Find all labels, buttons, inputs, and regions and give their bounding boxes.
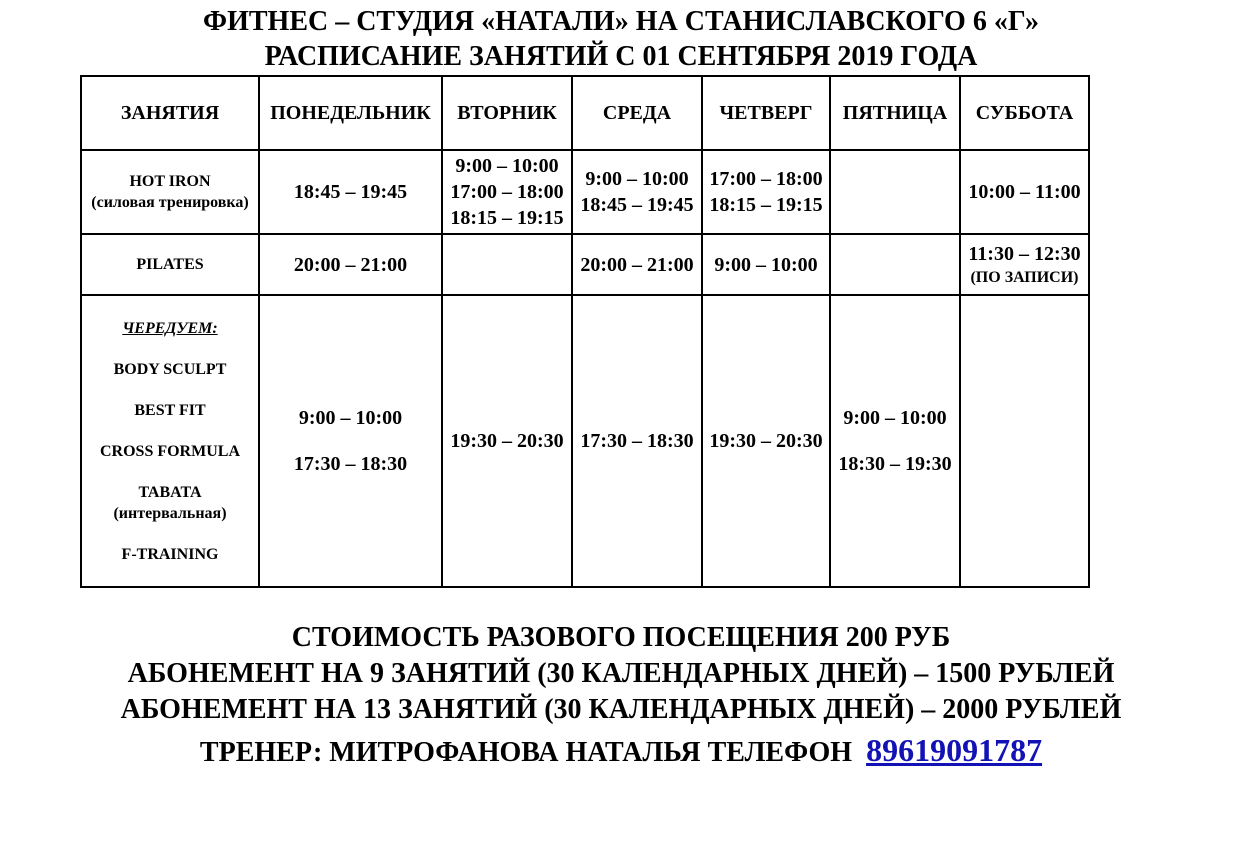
alternating-wednesday [572, 295, 702, 587]
table-header-row [81, 76, 1089, 150]
time-slot: 17:00 – 18:00 [450, 181, 564, 203]
alternating-thursday [702, 295, 830, 587]
pilates-tuesday [442, 234, 572, 295]
time-slot: 20:00 – 21:00 [580, 253, 694, 276]
pilates-monday [259, 234, 442, 295]
time-slot: 9:00 – 10:00 [585, 168, 689, 190]
class-body-sculpt: BODY SCULPT [113, 360, 227, 378]
pilates-saturday [960, 234, 1089, 295]
hot-iron-wednesday [572, 150, 702, 234]
time-slot: 17:00 – 18:00 [709, 168, 823, 190]
header-saturday: СУББОТА [960, 76, 1089, 150]
time-slot: 9:00 – 10:00 [714, 253, 818, 276]
time-slot: 9:00 – 10:00 [298, 407, 403, 429]
trainer-label: ТРЕНЕР: МИТРОФАНОВА НАТАЛЬЯ ТЕЛЕФОН [199, 737, 853, 768]
class-tabata-note: (интервальная) [113, 504, 227, 522]
header-thursday: ЧЕТВЕРГ [702, 76, 830, 150]
pilates-friday [830, 234, 960, 295]
pass-13-price: АБОНЕМЕНТ НА 13 ЗАНЯТИЙ (30 КАЛЕНДАРНЫХ ДНЕЙ) – 2000 РУБЛЕЙ [120, 694, 1122, 725]
phone-link[interactable]: 89619091787 [866, 732, 1043, 768]
time-slot: 18:45 – 19:45 [580, 194, 694, 216]
hot-iron-tuesday [442, 150, 572, 234]
page-subtitle: РАСПИСАНИЕ ЗАНЯТИЙ С 01 СЕНТЯБРЯ 2019 ГОДА [264, 41, 978, 72]
alternating-title: ЧЕРЕДУЕМ: [122, 319, 218, 337]
hot-iron-friday [830, 150, 960, 234]
time-slot: 17:30 – 18:30 [580, 430, 694, 452]
header-wednesday: СРЕДА [572, 76, 702, 150]
class-tabata: TABATA [138, 483, 202, 501]
class-pilates [81, 234, 259, 295]
time-slot: 10:00 – 11:00 [968, 181, 1081, 203]
single-visit-price: СТОИМОСТЬ РАЗОВОГО ПОСЕЩЕНИЯ 200 РУБ [291, 622, 951, 653]
time-slot: 11:30 – 12:30 [968, 243, 1081, 265]
table-row [81, 234, 1089, 295]
class-name: HOT IRON [129, 173, 211, 190]
hot-iron-thursday [702, 150, 830, 234]
alternating-tuesday [442, 295, 572, 587]
hot-iron-saturday [960, 150, 1089, 234]
class-hot-iron [81, 150, 259, 234]
time-slot: 19:30 – 20:30 [450, 430, 564, 452]
time-slot: 20:00 – 21:00 [293, 253, 408, 276]
time-slot: 18:45 – 19:45 [293, 181, 408, 203]
table-row [81, 295, 1089, 587]
class-name: PILATES [136, 256, 204, 273]
header-classes: ЗАНЯТИЯ [81, 76, 259, 150]
time-slot: 17:30 – 18:30 [293, 453, 408, 475]
alternating-monday [259, 295, 442, 587]
header-monday: ПОНЕДЕЛЬНИК [259, 76, 442, 150]
class-subname: (силовая тренировка) [91, 194, 249, 211]
class-best-fit: BEST FIT [134, 401, 206, 419]
class-cross-formula: CROSS FORMULA [99, 442, 240, 460]
sat-note: (ПО ЗАПИСИ) [970, 269, 1079, 286]
time-slot: 9:00 – 10:00 [455, 155, 559, 177]
pilates-wednesday [572, 234, 702, 295]
page-title: ФИТНЕС – СТУДИЯ «НАТАЛИ» НА СТАНИСЛАВСКОГО 6 «Г» [203, 6, 1039, 37]
time-slot: 18:15 – 19:15 [450, 207, 564, 229]
header-friday: ПЯТНИЦА [830, 76, 960, 150]
class-alternating [81, 295, 259, 587]
header-tuesday: ВТОРНИК [442, 76, 572, 150]
alternating-saturday [960, 295, 1089, 587]
class-f-training: F-TRAINING [121, 545, 219, 563]
time-slot: 19:30 – 20:30 [709, 430, 823, 452]
time-slot: 18:30 – 19:30 [838, 453, 952, 475]
time-slot: 9:00 – 10:00 [843, 407, 947, 429]
alternating-friday [830, 295, 960, 587]
time-slot: 18:15 – 19:15 [709, 194, 823, 216]
hot-iron-monday [259, 150, 442, 234]
pilates-thursday [702, 234, 830, 295]
trainer-contact [0, 732, 1242, 771]
table-row [81, 150, 1089, 234]
schedule-table [80, 75, 1090, 588]
pass-9-price: АБОНЕМЕНТ НА 9 ЗАНЯТИЙ (30 КАЛЕНДАРНЫХ ДНЕЙ) – 1500 РУБЛЕЙ [127, 658, 1115, 689]
